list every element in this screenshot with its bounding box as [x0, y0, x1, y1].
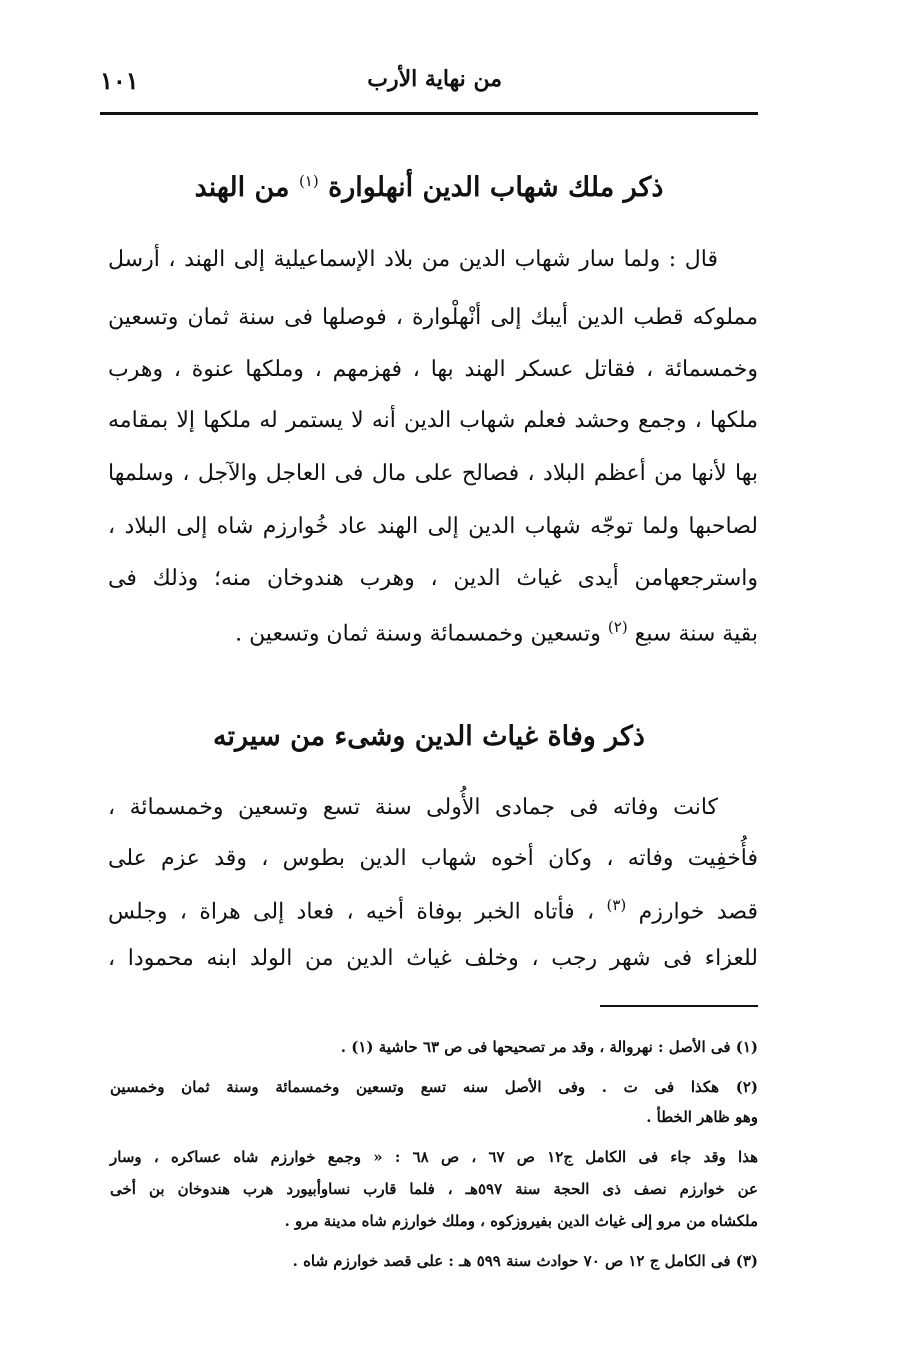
body-line: فأُخفِيت وفاته ، وكان أخوه شهاب الدين بطوس ، وقد عزم على [108, 846, 758, 871]
body-text: بقية سنة سبع [634, 621, 758, 647]
body-text: وتسعين وخمسمائة وسنة ثمان وتسعين . [235, 621, 601, 647]
body-line: ملكها ، وجمع وحشد فعلم شهاب الدين أنه لا يستمر له ملكها إلا بمقامه [108, 408, 758, 433]
footnote-marker: (٢) [607, 618, 628, 636]
body-line: للعزاء فى شهر رجب ، وخلف غياث الدين من الولد ابنه محمودا ، [108, 946, 758, 971]
body-line: بها لأنها من أعظم البلاد ، فصالح على مال فى العاجل والآجل ، وسلمها [108, 461, 758, 486]
body-text: قصد خوارزم [638, 899, 759, 925]
body-line: واسترجعهامن أيدى غياث الدين ، وهرب هندوخان منه؛ وذلك فى [108, 566, 758, 591]
footnote-marker: (٣) [606, 896, 627, 914]
body-line-last [108, 618, 758, 646]
footnote-2-line: وهو ظاهر الخطأ . [646, 1108, 758, 1126]
page-number: ١٠١ [100, 66, 139, 95]
running-title: من نهاية الأرب [367, 66, 502, 92]
body-text: ، فأتاه الخبر بوفاة أخيه ، فعاد إلى هراة ، وجلس [108, 899, 595, 925]
footnote-2-line: (٢) هكذا فى ت . وفى الأصل سنه تسع وتسعين وخمسمائة وسنة ثمان وخمسين [110, 1078, 759, 1096]
heading-text-tail: من الهند [194, 172, 290, 203]
footnote-rule [600, 1005, 758, 1007]
footnote-marker: (١) [298, 172, 319, 190]
page-header [100, 66, 762, 106]
body-line [108, 896, 758, 924]
section-heading-ghiyath-al-din: ذكر وفاة غياث الدين وشىء من سيرته [213, 721, 645, 752]
body-line: لصاحبها ولما توجّه شهاب الدين إلى الهند عاد خُوارزم شاه إلى البلاد ، [108, 514, 758, 539]
section-heading-shihab-al-din [100, 172, 758, 203]
footnote-2-line: ملكشاه من مرو إلى غياث الدين بفيروزكوه ، وملك خوارزم شاه مدينة مرو . [284, 1212, 758, 1230]
body-line: قال : ولما سار شهاب الدين من بلاد الإسماعيلية إلى الهند ، أرسل [108, 247, 718, 272]
body-line: وخمسمائة ، فقاتل عسكر الهند بها ، فهزمهم ، وملكها عنوة ، وهرب [108, 357, 758, 382]
footnote-1: (١) فى الأصل : نهروالة ، وقد مر تصحيحها فى ص ٦٣ حاشية (١) . [340, 1038, 758, 1056]
heading-text: ذكر ملك شهاب الدين أنهلوارة [328, 172, 664, 203]
footnote-2-line: عن خوارزم نصف ذى الحجة سنة ٥٩٧هـ ، فلما قارب نساوأبيورد هرب هندوخان بن أخى [110, 1180, 759, 1198]
footnote-2-line: هذا وقد جاء فى الكامل ج١٢ ص ٦٧ ، ص ٦٨ : « وجمع خوارزم شاه عساكره ، وسار [110, 1148, 758, 1166]
body-line: مملوكه قطب الدين أيبك إلى أنْهلْوارة ، فوصلها فى سنة ثمان وتسعين [108, 305, 758, 330]
body-line: كانت وفاته فى جمادى الأُولى سنة تسع وتسعين وخمسمائة ، [108, 795, 718, 820]
header-rule [100, 112, 758, 115]
footnote-3: (٣) فى الكامل ج ١٢ ص ٧٠ حوادث سنة ٥٩٩ هـ : على قصد خوارزم شاه . [292, 1252, 758, 1270]
